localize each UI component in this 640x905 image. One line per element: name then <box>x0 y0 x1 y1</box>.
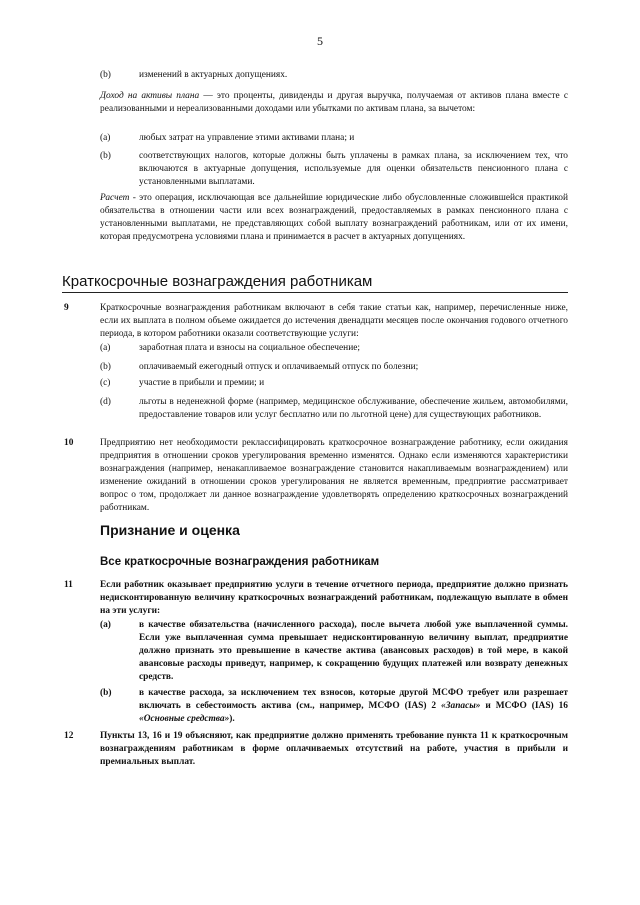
paragraph-number: 12 <box>64 731 74 741</box>
list-item-text: любых затрат на управление этими активами плана; и <box>139 133 355 143</box>
list-item-text: оплачиваемый ежегодный отпуск и оплачиваемый отпуск по болезни; <box>139 362 419 372</box>
paragraph-12-text: Пункты 13, 16 и 19 объясняют, как предприятие должно применять требование пункта 11 к краткосрочным вознаграждениям работникам в форме оплачиваемых отсутствий на работе, участия в прибыли и премиальных выплат. <box>100 731 568 768</box>
definition-text: - это операция, исключающая все дальнейшие юридические либо обусловленные сложившейся практикой обязательства в отношении части или всех вознаграждений, предоставляемых в рамках пенсионного плана с установленными выплатами, не представляющих собой выплату вознаграждений работникам, или от их имени, которая предусмотрена условиями плана и принимается в расчет в актуарных допущениях. <box>100 193 568 243</box>
list-item-text: заработная плата и взносы на социальное обеспечение; <box>139 343 360 353</box>
list-label: (b) <box>100 70 111 80</box>
definition-settlement <box>100 192 568 244</box>
paragraph-number: 10 <box>64 438 74 448</box>
standard-title: «Основные средства» <box>139 714 230 725</box>
page-number: 5 <box>317 34 323 48</box>
text-run: ). <box>229 714 235 725</box>
subsection-heading: Признание и оценка <box>100 522 240 538</box>
paragraph-11-text: Если работник оказывает предприятию услуги в течение отчетного периода, предприятие должно признать недисконтированную величину краткосрочных вознаграждений работникам, подлежащую выплате в обмен на эти услуги: <box>100 580 568 617</box>
paragraph-number: 11 <box>64 580 73 590</box>
text-run: в качестве расхода, за исключением тех взносов, которые другой МСФО требует или разрешает включать в себестоимость актива (см., например, МСФО (IAS) 2 <box>139 688 568 712</box>
list-item-text: в качестве обязательства (начисленного расхода), после вычета любой уже выплаченной суммы. Если уже выплаченная сумма превышает недисконтированную величину выплат, предприятие должно признать это превышение в качестве актива (авансовых расходов) в той мере, в какой авансовые расходы приведут, например, к сокращению будущих платежей или возврату денежных средств. <box>139 620 568 683</box>
list-label: (a) <box>100 343 111 353</box>
definition-text: — это проценты, дивиденды и другая выручка, получаемая от активов плана вместе с реализованными и нереализованными доходами или убытками по активам плана, за вычетом: <box>100 91 568 115</box>
text-run: и МСФО (IAS) 16 <box>480 701 568 712</box>
paragraph-number: 9 <box>64 303 69 313</box>
list-label: (a) <box>100 133 111 143</box>
list-item-text <box>139 687 568 726</box>
defined-term: Расчет <box>100 193 130 203</box>
list-label: (b) <box>100 151 111 161</box>
list-label: (d) <box>100 397 111 407</box>
list-item-text: участие в прибыли и премии; и <box>139 378 265 388</box>
list-item-text: льготы в неденежной форме (например, медицинское обслуживание, обеспечение жильем, автомобилями, предоставление товаров или услуг бесплатно или по льготной цене) для существующих работников. <box>139 397 568 421</box>
section-heading: Краткосрочные вознаграждения работникам <box>62 273 568 293</box>
paragraph-9-text: Краткосрочные вознаграждения работникам включают в себя такие статьи как, например, перечисленные ниже, если их выплата в полном объеме ожидается до истечения двенадцати месяцев после окончания годового отчетного периода, в котором работники оказали соответствующие услуги: <box>100 303 568 340</box>
list-label: (b) <box>100 362 111 372</box>
list-label: (c) <box>100 378 111 388</box>
defined-term: Доход на активы плана <box>100 91 200 101</box>
list-label: (a) <box>100 620 111 630</box>
definition-income <box>100 90 568 116</box>
list-item-text: соответствующих налогов, которые должны быть уплачены в рамках плана, за исключением тех, что включаются в актуарные допущения, используемые для оценки обязательств пенсионного плана с установленными выплатами. <box>139 151 568 188</box>
standard-title: «Запасы» <box>441 701 481 712</box>
paragraph-10-text: Предприятию нет необходимости реклассифицировать краткосрочное вознаграждение работнику, если ожидания предприятия в отношении сроков урегулирования временно изменятся. Однако если изменяются характеристики вознаграждения (например, ненакапливаемое вознаграждение становится накапливаемым вознаграждением) или изменение ожиданий в отношении сроков урегулирования не является временным, предприятие рассматривает вопрос о том, продолжает ли данное вознаграждение удовлетворять определению краткосрочных вознаграждений работникам. <box>100 438 568 514</box>
list-item-text: изменений в актуарных допущениях. <box>139 70 288 80</box>
list-label: (b) <box>100 688 112 698</box>
subsubsection-heading: Все краткосрочные вознаграждения работникам <box>100 556 380 568</box>
